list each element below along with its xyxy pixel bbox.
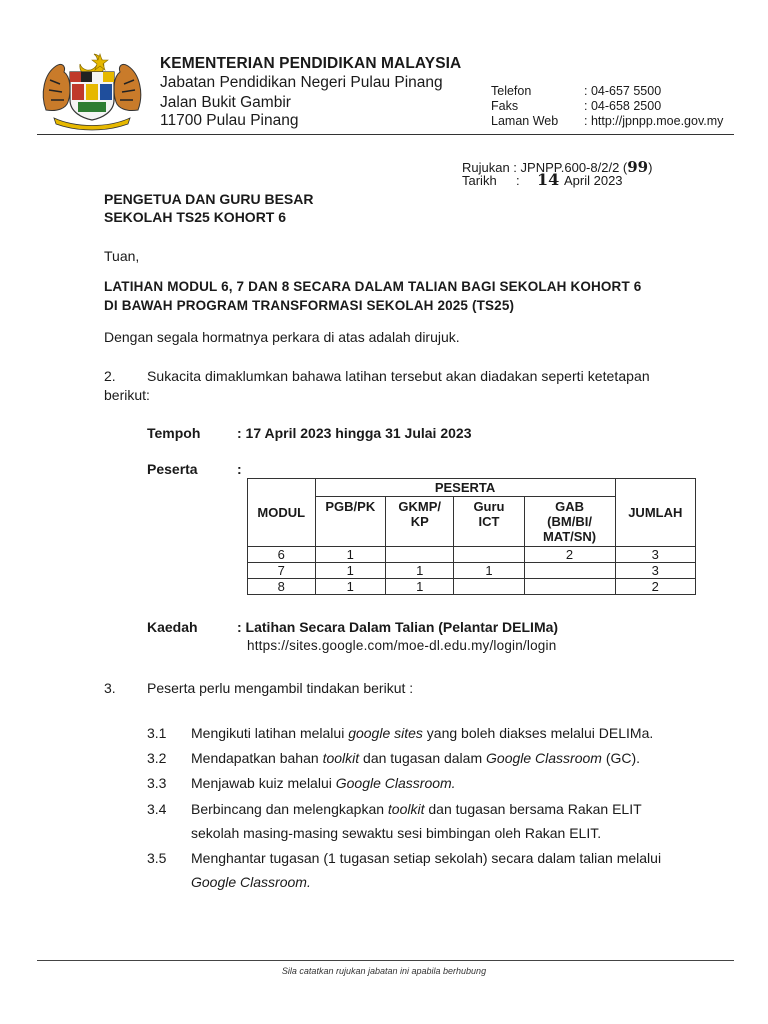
subject-line-1: LATIHAN MODUL 6, 7 DAN 8 SECARA DALAM TALIAN BAGI SEKOLAH KOHORT 6	[104, 279, 642, 294]
recipient-line-2: SEKOLAH TS25 KOHORT 6	[104, 209, 287, 225]
action-3-4-number: 3.4	[147, 801, 167, 817]
cell-guru	[454, 547, 524, 563]
col-header-guru-ict: Guru ICT	[454, 497, 524, 547]
col-group-peserta: PESERTA	[315, 479, 615, 497]
table-row	[248, 547, 696, 563]
kaedah-value: : Latihan Secara Dalam Talian (Pelantar DELIMa)	[237, 619, 559, 635]
faks-label: Faks	[491, 99, 519, 113]
cell-guru: 1	[454, 563, 524, 579]
cell-gkmp: 1	[386, 579, 454, 595]
action-3-5-number: 3.5	[147, 850, 167, 866]
col-header-pgb-pk: PGB/PK	[315, 497, 386, 547]
action-3-2-number: 3.2	[147, 750, 167, 766]
action-3-3-text: Menjawab kuiz melalui Google Classroom.	[191, 775, 456, 791]
action-3-5-text-line-1: Menghantar tugasan (1 tugasan setiap sekolah) secara dalam talian melalui	[191, 850, 662, 866]
subject-line-2: DI BAWAH PROGRAM TRANSFORMASI SEKOLAH 2025 (TS25)	[104, 298, 515, 313]
faks-value: : 04-658 2500	[584, 99, 662, 113]
action-3-2-text: Mendapatkan bahan toolkit dan tugasan dalam Google Classroom (GC).	[191, 750, 641, 766]
header-divider	[37, 134, 734, 135]
cell-jumlah: 3	[615, 563, 695, 579]
action-3-1-text: Mengikuti latihan melalui google sites yang boleh diakses melalui DELIMa.	[191, 725, 654, 741]
col-header-modul: MODUL	[248, 479, 316, 547]
cell-modul: 6	[248, 547, 316, 563]
telefon-label: Telefon	[491, 84, 532, 98]
cell-gab	[524, 579, 615, 595]
tempoh-label: Tempoh	[147, 425, 201, 441]
laman-web-label: Laman Web	[491, 114, 559, 128]
address-street: Jalan Bukit Gambir	[160, 94, 291, 111]
col-header-gab: GAB (BM/BI/ MAT/SN)	[524, 497, 615, 547]
cell-modul: 7	[248, 563, 316, 579]
paragraph-1: Dengan segala hormatnya perkara di atas adalah dirujuk.	[104, 329, 460, 345]
peserta-colon: :	[237, 461, 242, 477]
table-row	[248, 579, 696, 595]
cell-modul: 8	[248, 579, 316, 595]
telefon-value: : 04-657 5500	[584, 84, 662, 98]
cell-jumlah: 3	[615, 547, 695, 563]
footer-note: Sila catatkan rujukan jabatan ini apabila berhubung	[281, 966, 487, 976]
tempoh-value: : 17 April 2023 hingga 31 Julai 2023	[237, 425, 472, 441]
paragraph-3-text: Peserta perlu mengambil tindakan berikut :	[147, 680, 414, 696]
rujukan-close: )	[648, 160, 653, 175]
kaedah-label: Kaedah	[147, 619, 198, 635]
cell-gkmp	[386, 547, 454, 563]
paragraph-2-line-1: Sukacita dimaklumkan bahawa latihan tersebut akan diadakan seperti ketetapan	[147, 368, 650, 384]
action-3-4-text-line-1: Berbincang dan melengkapkan toolkit dan tugasan bersama Rakan ELIT	[191, 801, 642, 817]
participants-table	[247, 478, 696, 595]
cell-pgb: 1	[315, 579, 386, 595]
footer-divider	[37, 960, 734, 961]
table-row	[248, 563, 696, 579]
tarikh-label: Tarikh	[462, 173, 497, 188]
paragraph-3-number: 3.	[104, 680, 116, 696]
action-3-1-number: 3.1	[147, 725, 167, 741]
cell-pgb: 1	[315, 547, 386, 563]
rujukan-handwritten-number: 99	[627, 158, 649, 176]
rujukan-text: Rujukan : JPNPP.600-8/2/2 (	[462, 160, 628, 175]
cell-pgb: 1	[315, 563, 386, 579]
paragraph-2-line-2: berikut:	[104, 387, 150, 403]
cell-jumlah: 2	[615, 579, 695, 595]
ministry-crest-logo	[36, 50, 148, 132]
cell-gkmp: 1	[386, 563, 454, 579]
col-header-gkmp-kp: GKMP/ KP	[386, 497, 454, 547]
tarikh-handwritten-day: 14	[537, 170, 560, 189]
action-3-5-text-line-2: Google Classroom.	[191, 874, 311, 890]
cell-guru	[454, 579, 524, 595]
action-3-4-text-line-2: sekolah masing-masing sewaktu sesi bimbingan oleh Rakan ELIT.	[191, 825, 602, 841]
address-postcode-city: 11700 Pulau Pinang	[160, 112, 299, 129]
cell-gab: 2	[524, 547, 615, 563]
department-name: Jabatan Pendidikan Negeri Pulau Pinang	[160, 74, 443, 91]
peserta-label: Peserta	[147, 461, 198, 477]
tarikh-colon: :	[516, 173, 520, 188]
tarikh-month-year: April 2023	[564, 173, 623, 188]
action-3-3-number: 3.3	[147, 775, 167, 791]
recipient-line-1: PENGETUA DAN GURU BESAR	[104, 191, 314, 207]
cell-gab	[524, 563, 615, 579]
ministry-name: KEMENTERIAN PENDIDIKAN MALAYSIA	[160, 55, 462, 72]
salutation: Tuan,	[104, 248, 140, 264]
delima-login-link[interactable]: https://sites.google.com/moe-dl.edu.my/login/login	[247, 638, 557, 653]
col-header-jumlah: JUMLAH	[615, 479, 695, 547]
laman-web-value[interactable]: : http://jpnpp.moe.gov.my	[584, 114, 724, 128]
paragraph-2-number: 2.	[104, 368, 116, 384]
